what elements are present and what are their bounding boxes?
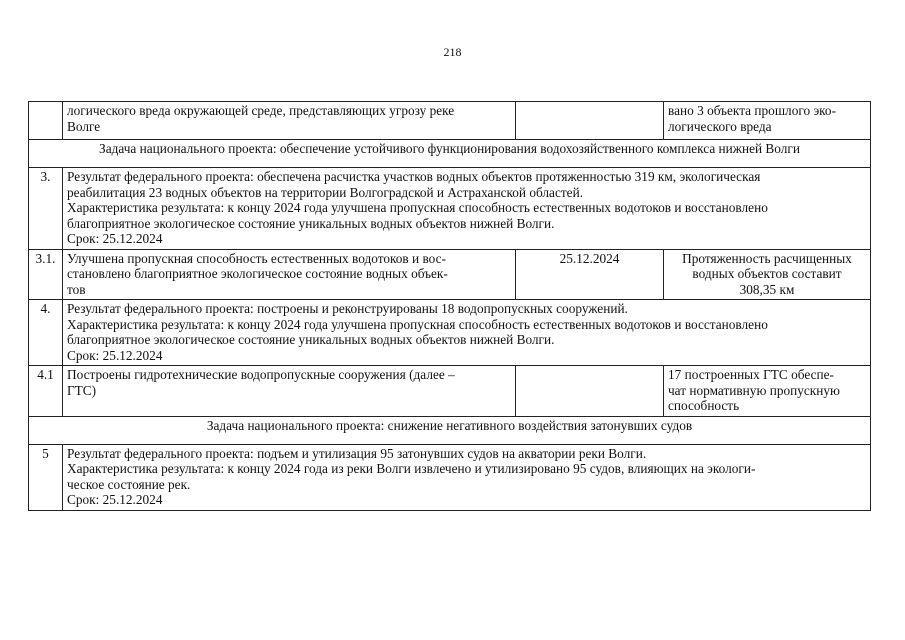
text-line: Характеристика результата: к концу 2024 года улучшена пропускная способность естественных водотоков и восстановлено — [67, 200, 768, 215]
federal-result-text — [63, 168, 871, 250]
national-project-table — [28, 101, 871, 511]
task-heading: Задача национального проекта: снижение негативного воздействия затонувших судов — [29, 416, 871, 444]
table-row — [29, 249, 871, 300]
text-line: ческое состояние рек. — [67, 476, 191, 492]
text-line: реабилитация 23 водных объектов на территории Волгоградской и Астраханской областей. — [67, 184, 584, 200]
row-result — [664, 249, 871, 300]
text-line: тов — [67, 281, 86, 297]
table-row — [29, 168, 871, 250]
text-line: 17 построенных ГТС обеспе- — [668, 367, 834, 382]
text-line: водных объектов составит — [692, 266, 842, 281]
row-description — [63, 249, 516, 300]
text-line: вано 3 объекта прошлого эко- — [668, 103, 837, 118]
text-line: Характеристика результата: к концу 2024 года из реки Волги извлечено и утилизировано 95 судов, влияющих на экологи- — [67, 461, 756, 476]
text-line: благоприятное экологическое состояние уникальных водных объектов нижней Волги. — [67, 332, 555, 347]
text-line: логического вреда окружающей среде, представляющих угрозу реке — [67, 103, 455, 118]
task-heading-row — [29, 140, 871, 168]
text-line: Срок: 25.12.2024 — [67, 347, 163, 363]
text-line: Срок: 25.12.2024 — [67, 231, 163, 246]
row-number — [29, 102, 63, 140]
task-heading: Задача национального проекта: обеспечение устойчивого функционирования водохозяйственного комплекса нижней Волги — [29, 140, 871, 168]
text-line: становлено благоприятное экологическое состояние водных объек- — [67, 266, 448, 281]
row-number: 3. — [29, 168, 63, 250]
row-date — [516, 102, 664, 140]
text-line: способность — [668, 398, 740, 413]
row-date: 25.12.2024 — [516, 249, 664, 300]
text-line: Результат федерального проекта: обеспечена расчистка участков водных объектов протяженностью 319 км, экологическая — [67, 169, 761, 184]
table-row — [29, 366, 871, 417]
text-line: 308,35 км — [739, 281, 795, 297]
row-number: 5 — [29, 444, 63, 510]
text-line: логического вреда — [668, 118, 772, 134]
task-heading-row — [29, 416, 871, 444]
text-line: Результат федерального проекта: построены и реконструированы 18 водопропускных сооружений. — [67, 301, 628, 316]
text-line: Волге — [67, 118, 101, 134]
row-number: 3.1. — [29, 249, 63, 300]
row-number: 4. — [29, 300, 63, 366]
page-number: 218 — [443, 45, 462, 59]
text-line: Построены гидротехнические водопропускные сооружения (далее – — [67, 367, 455, 382]
text-line: Протяженность расчищенных — [682, 250, 852, 266]
row-date — [516, 366, 664, 417]
text-line: Характеристика результата: к концу 2024 года улучшена пропускная способность естественных водотоков и восстановлено — [67, 316, 768, 332]
table-row — [29, 102, 871, 140]
federal-result-text — [63, 300, 871, 366]
text-line: чат нормативную пропускную — [668, 382, 840, 398]
row-result — [664, 366, 871, 417]
row-description — [63, 102, 516, 140]
text-line: Результат федерального проекта: подъем и утилизация 95 затонувших судов на акватории реки Волги. — [67, 445, 647, 461]
row-result — [664, 102, 871, 140]
federal-result-text — [63, 444, 871, 510]
table-row — [29, 444, 871, 510]
text-line: Срок: 25.12.2024 — [67, 492, 163, 507]
row-description — [63, 366, 516, 417]
text-line: ГТС) — [67, 382, 97, 398]
table-row — [29, 300, 871, 366]
row-number: 4.1 — [29, 366, 63, 417]
text-line: Улучшена пропускная способность естественных водотоков и вос- — [67, 250, 446, 266]
text-line: благоприятное экологическое состояние уникальных водных объектов нижней Волги. — [67, 215, 555, 231]
